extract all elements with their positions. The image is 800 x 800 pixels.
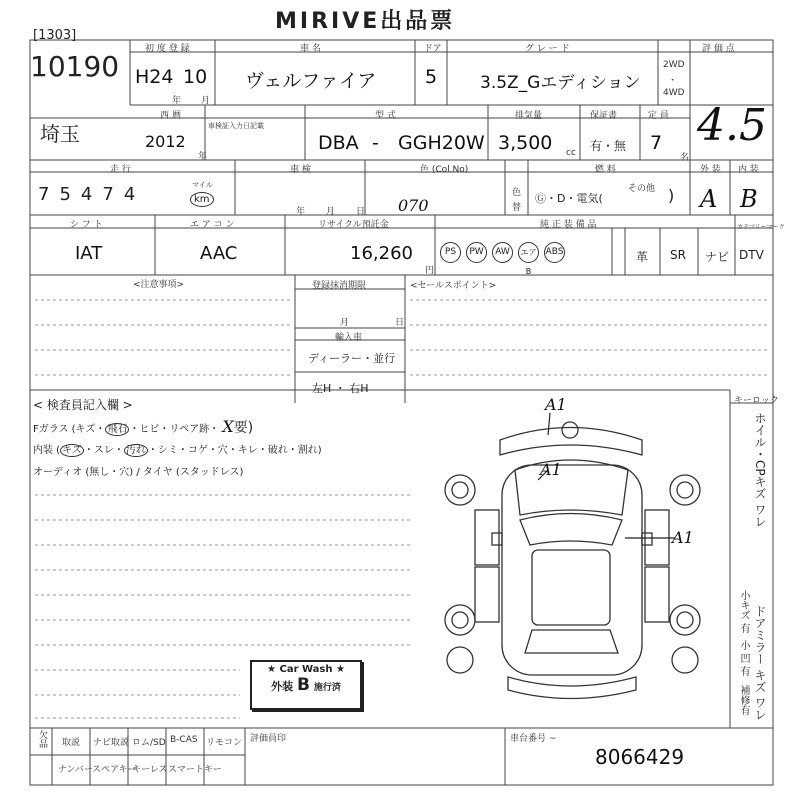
line2-prefix: 内装 ( — [33, 445, 61, 456]
car-name: ヴェルファイア — [245, 70, 377, 92]
inspection-day-unit: 日 — [356, 207, 366, 217]
reg-month: 10 — [183, 66, 208, 88]
equipment-label: 純 正 装 備 品 — [540, 220, 597, 230]
mileage-digit: 7 — [38, 184, 50, 205]
missing-item: リモコン — [206, 738, 243, 748]
side-text-mirror: ドアミラー キズ ワレ — [753, 605, 767, 721]
car-wash-body — [252, 675, 360, 695]
score: 4.5 — [697, 100, 767, 151]
model-code: GGH20W — [398, 132, 485, 154]
ac-label: エ ア コ ン — [190, 220, 235, 230]
side-text-wheel: ホイル・CPキズ ワレ — [753, 412, 767, 528]
interior-label: 内 装 — [738, 165, 759, 175]
deadline-month: 月 — [340, 318, 350, 328]
line2-suffix: ・シミ・コゲ・穴・キレ・破れ・割れ) — [147, 445, 322, 456]
western-year: 2012 — [145, 132, 186, 151]
import-car-label: 輸入車 — [335, 333, 363, 343]
inspector-line-2 — [33, 441, 322, 456]
dealer-option: ディーラー・並行 — [308, 352, 396, 365]
capacity: 7 — [650, 132, 663, 154]
doors: 5 — [425, 66, 438, 88]
missing-item: キーレス — [132, 765, 168, 775]
mileage-label: 走 行 — [110, 165, 131, 175]
equipment-aw: AW — [492, 242, 513, 263]
reg-era: H24 — [135, 66, 174, 88]
key-lock-label: キーロック — [734, 396, 779, 406]
line1-suffix: ・ヒビ・リペア跡・ — [129, 424, 220, 435]
ac: AAC — [200, 243, 238, 264]
western-unit: 年 — [198, 152, 208, 162]
capacity-label: 定 員 — [648, 111, 669, 121]
equipment-navi: ナビ — [705, 250, 730, 264]
missing-item: ナンバー — [58, 765, 93, 775]
missing-label: 欠品 — [37, 730, 47, 748]
mileage-digit: 4 — [123, 184, 136, 205]
drive-dot: ・ — [668, 76, 678, 86]
exterior-label: 外 装 — [700, 165, 721, 175]
displacement-unit: cc — [566, 148, 576, 158]
interior: B — [740, 185, 758, 213]
drive-4wd: 4WD — [663, 88, 685, 98]
recycle: 16,260 — [350, 243, 413, 264]
color-change-top: 色 — [512, 188, 522, 198]
equipment-airbag: エアB — [518, 242, 539, 263]
displacement: 3,500 — [498, 132, 553, 154]
color-label: 色 (Col.No) — [420, 165, 469, 175]
notice-label: <注意事項> — [133, 280, 185, 290]
deadline-label: 登録抹消期限 — [312, 281, 367, 291]
line2-middle: ・スレ・ — [83, 445, 124, 456]
reg-label: 初 度 登 録 — [145, 44, 190, 54]
fuel-options: Ⓖ・D・電気( — [535, 192, 603, 205]
import-label: 車検証入力日記載 — [208, 122, 264, 130]
side-text-dent: 小 凹 有 — [738, 640, 749, 677]
sheet-title: MIRIVE出品票 — [275, 9, 456, 34]
capacity-unit: 名 — [680, 153, 690, 163]
mileage-digit: 4 — [80, 184, 93, 205]
line2-circled-2: 汚れ — [125, 445, 146, 456]
inspector-line-3: オーディオ (無し・穴) / タイヤ (スタッドレス) — [33, 467, 244, 478]
car-wash-grade: B — [297, 675, 310, 695]
mileage-unit-mile: マイル — [192, 181, 213, 189]
mileage-digit: 5 — [59, 184, 71, 205]
car-diagram — [430, 395, 720, 715]
line1-x-mark: X — [222, 417, 234, 436]
line1-circled: 飛石 — [107, 424, 128, 435]
deadline-day: 日 — [395, 318, 405, 328]
mileage-digit: 7 — [102, 184, 114, 205]
color-change-bottom: 替 — [512, 203, 522, 213]
model-label: 型 式 — [375, 111, 396, 121]
stamp-label: 評価員印 — [250, 734, 287, 744]
line1-prefix: Fガラス (キズ・ — [33, 424, 106, 435]
equipment-ps: PS — [440, 242, 461, 263]
shift-label: シ フ ト — [70, 220, 103, 230]
missing-item: スマートキー — [168, 765, 222, 775]
shift: IAT — [75, 243, 103, 264]
lot-bracket: [1303] — [33, 28, 77, 43]
grade: 3.5Z_Gエディション — [480, 73, 641, 93]
western-label: 西 暦 — [160, 111, 181, 121]
drive-2wd: 2WD — [663, 60, 685, 70]
inspector-title: < 検査員記入欄 > — [33, 398, 133, 412]
fuel-other-label: その他 — [628, 184, 656, 194]
warranty: 有・無 — [590, 139, 627, 153]
missing-item: 取説 — [62, 738, 81, 748]
grade-label: グ レ ー ド — [525, 44, 570, 54]
equipment-pw: PW — [466, 242, 487, 263]
missing-item: B-CAS — [170, 735, 198, 745]
chassis-number: 8066429 — [595, 745, 685, 769]
fuel-label: 燃 料 — [595, 165, 616, 175]
side-text-scratch: 小キズ 有 — [738, 590, 749, 634]
inspector-line-1 — [33, 417, 253, 437]
line1-end: 要) — [233, 420, 254, 436]
doors-label: ドア — [424, 44, 442, 54]
car-wash-title: ★ Car Wash ★ — [267, 664, 345, 675]
equipment-list — [440, 242, 570, 276]
warranty-label: 保証書 — [590, 111, 618, 121]
reg-month-unit: 月 — [201, 96, 211, 106]
model-dash: - — [372, 132, 379, 154]
exterior: A — [700, 185, 718, 213]
fuel-close: ) — [668, 186, 675, 205]
car-wash-stamp — [250, 660, 362, 710]
chassis-label: 車台番号 ~ — [510, 734, 557, 744]
model-prefix: DBA — [318, 132, 359, 154]
inspection-month-unit: 月 — [326, 207, 336, 217]
displacement-label: 排気量 — [515, 111, 543, 121]
mileage-digits — [38, 184, 135, 205]
inspection-year-unit: 年 — [296, 207, 306, 217]
damage-annotation-top: A1 — [545, 395, 567, 414]
car-name-label: 車 名 — [300, 44, 321, 54]
region: 埼玉 — [40, 122, 80, 146]
category-label: カテゴリーマーク — [737, 224, 785, 231]
inspection-label: 車 検 — [290, 165, 311, 175]
damage-annotation-front: A1 — [540, 460, 562, 479]
selling-label: <セールスポイント> — [410, 281, 497, 291]
missing-item: スペアキー — [92, 765, 137, 775]
reg-year-unit: 年 — [172, 96, 182, 106]
missing-item: ロム/SD — [132, 738, 166, 748]
car-wash-done: 施行済 — [313, 683, 341, 693]
recycle-label: リサイクル預託金 — [318, 220, 389, 230]
recycle-unit: 円 — [425, 266, 435, 276]
steering-option: 左H ・ 右H — [312, 382, 369, 395]
color-code: 070 — [398, 196, 429, 215]
equipment-dtv: DTV — [739, 248, 764, 262]
missing-item: ナビ取説 — [93, 738, 130, 748]
score-label: 評 価 点 — [702, 44, 735, 54]
equipment-leather: 革 — [636, 250, 649, 264]
side-text-repair: 補修有 — [738, 685, 749, 715]
lot-number: 10190 — [30, 50, 120, 83]
equipment-sunroof: SR — [670, 248, 686, 262]
car-wash-exterior: 外装 — [271, 680, 294, 693]
line2-circled-1: キズ — [62, 445, 82, 456]
damage-annotation-side: A1 — [672, 528, 694, 547]
mileage-unit-km: km — [190, 192, 214, 207]
equipment-abs: ABS — [544, 242, 565, 263]
